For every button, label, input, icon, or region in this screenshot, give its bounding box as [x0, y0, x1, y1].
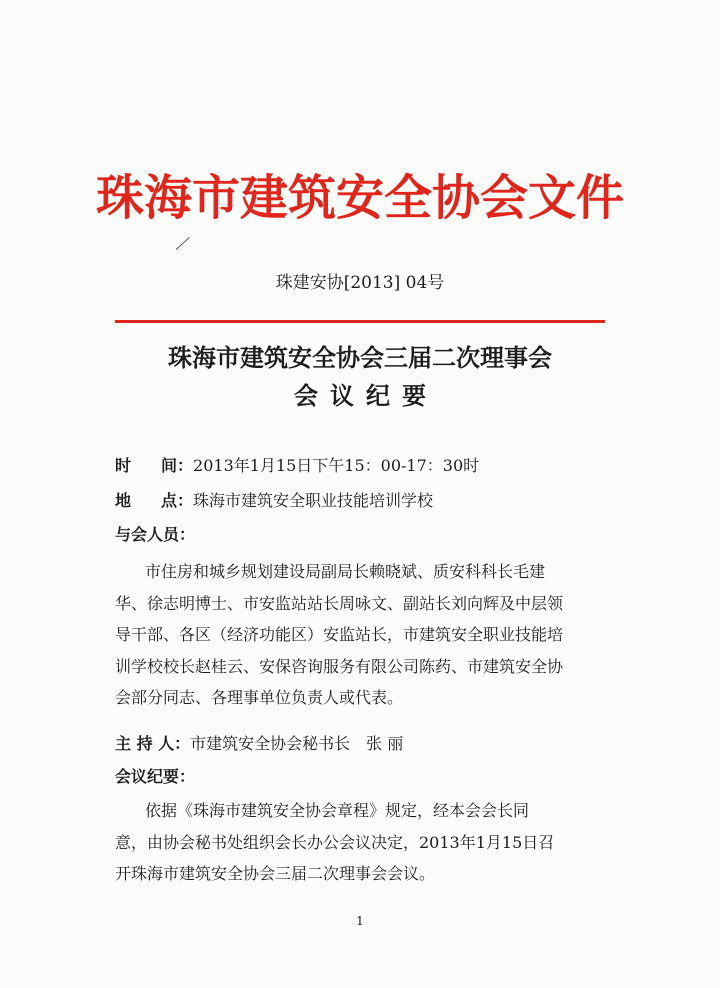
place-label-a: 地: [115, 491, 132, 510]
attendees-line: 导干部、各区（经济功能区）安监站长，市建筑安全职业技能培: [115, 625, 564, 644]
minutes-paragraph: [115, 795, 615, 890]
minutes-line: 意，由协会秘书处组织会长办公会议决定，2013年1月15日召: [115, 832, 555, 852]
attendees-label: 与会人员：: [115, 525, 196, 544]
attendees-heading: [115, 524, 615, 546]
meeting-title-line2: 会议纪要: [294, 382, 438, 410]
red-divider-line: [115, 320, 605, 323]
minutes-line: 开珠海市建筑安全协会三届二次理事会会议。: [115, 864, 436, 883]
meeting-title-line1: 珠海市建筑安全协会三届二次理事会: [168, 344, 552, 372]
host-value: 市建筑安全协会秘书长 张 丽: [190, 734, 404, 753]
host-label: 主 持 人：: [115, 734, 191, 753]
document-number: 珠建安协[2013] 04号: [275, 273, 445, 293]
attendees-line: 市住房和城乡规划建设局副局长赖晓斌、质安科科长毛建: [145, 562, 546, 581]
time-row: [115, 455, 615, 477]
attendees-line: 会部分同志、各理事单位负责人或代表。: [115, 688, 404, 707]
time-value: 2013年1月15日下午15：00-17：30时: [193, 456, 480, 475]
pen-mark: [176, 237, 190, 250]
place-row: [115, 490, 615, 512]
minutes-line: 依据《珠海市建筑安全协会章程》规定，经本会会长同: [145, 801, 530, 820]
document-header-title: 珠海市建筑安全协会文件: [95, 170, 624, 226]
attendees-paragraph: [115, 556, 615, 714]
attendees-line: 训学校校长赵桂云、安保咨询服务有限公司陈药、市建筑安全协: [115, 656, 564, 676]
host-row: [115, 733, 615, 755]
minutes-label: 会议纪要：: [115, 767, 196, 786]
attendees-line: 华、徐志明博士、市安监站站长周咏文、副站长刘向辉及中层领: [115, 593, 564, 613]
time-label-b: 间：: [161, 456, 194, 475]
time-label-a: 时: [115, 456, 132, 475]
place-value: 珠海市建筑安全职业技能培训学校: [193, 491, 434, 510]
place-label-b: 点：: [161, 491, 194, 510]
minutes-heading: [115, 766, 615, 788]
page-number: 1: [356, 914, 364, 928]
